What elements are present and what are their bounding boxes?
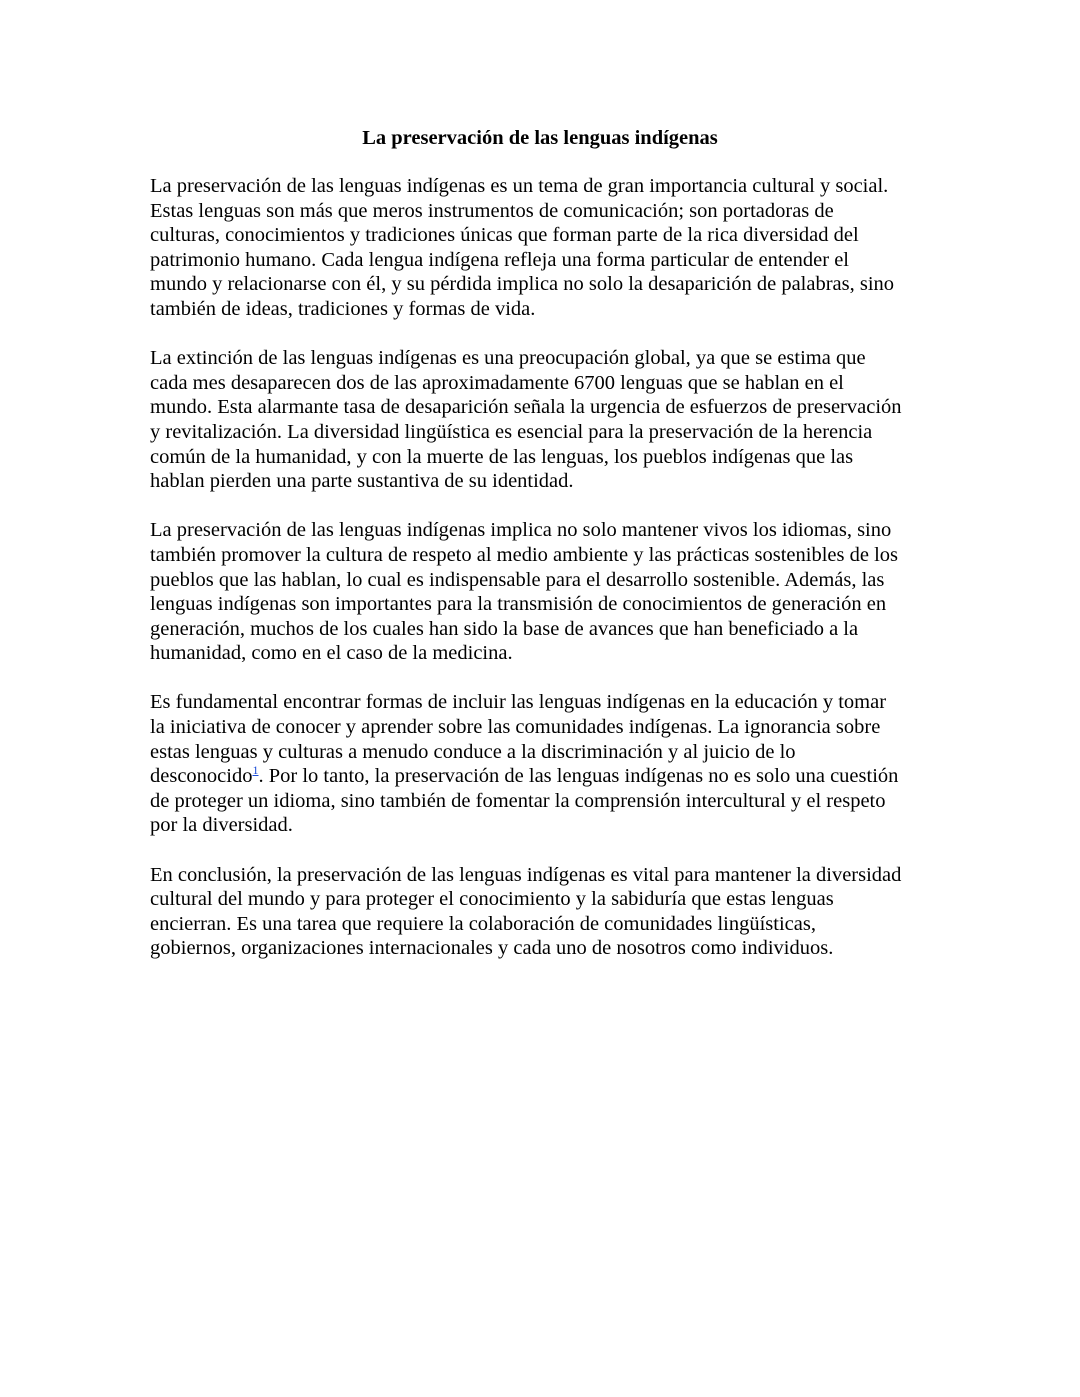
text-line: cada mes desaparecen dos de las aproximadamente 6700 lenguas que se hablan en el — [150, 371, 844, 394]
paragraph-2 — [150, 346, 950, 494]
text-line: generación, muchos de los cuales han sido la base de avances que han beneficiado a la — [150, 617, 859, 640]
text-line: y revitalización. La diversidad lingüística es esencial para la preservación de la herencia — [150, 420, 873, 443]
text-line: La preservación de las lenguas indígenas es un tema de gran importancia cultural y social. — [150, 175, 889, 197]
text-line: también de ideas, tradiciones y formas de vida. — [150, 297, 536, 320]
text-segment: desconocido — [150, 765, 253, 788]
text-line: Es fundamental encontrar formas de incluir las lenguas indígenas en la educación y tomar — [150, 691, 887, 714]
paragraph-5 — [150, 863, 950, 961]
text-line: por la diversidad. — [150, 814, 293, 837]
text-line: pueblos que las hablan, lo cual es indispensable para el desarrollo sostenible. Además, las — [150, 568, 885, 591]
footnote-link[interactable]: 1 — [252, 763, 259, 778]
paragraph-4 — [150, 690, 950, 838]
text-line: hablan pierden una parte sustantiva de su identidad. — [150, 470, 574, 493]
text-line: la iniciativa de conocer y aprender sobre las comunidades indígenas. La ignorancia sobre — [150, 716, 881, 739]
document-body — [150, 174, 950, 986]
text-line: La preservación de las lenguas indígenas implica no solo mantener vivos los idiomas, sino — [150, 519, 892, 542]
text-line: también promover la cultura de respeto al medio ambiente y las prácticas sostenibles de los — [150, 543, 899, 566]
document-title: La preservación de las lenguas indígenas — [362, 127, 718, 149]
text-line: patrimonio humano. Cada lengua indígena refleja una forma particular de entender el — [150, 248, 849, 271]
text-line: de proteger un idioma, sino también de fomentar la comprensión intercultural y el respeto — [150, 789, 886, 812]
text-line: gobiernos, organizaciones internacionales y cada uno de nosotros como individuos. — [150, 937, 834, 960]
text-line: culturas, conocimientos y tradiciones únicas que forman parte de la rica diversidad del — [150, 224, 859, 247]
text-line: lenguas indígenas son importantes para la transmisión de conocimientos de generación en — [150, 593, 887, 616]
text-line: humanidad, como en el caso de la medicina. — [150, 642, 513, 665]
text-line-with-footnote — [150, 764, 950, 789]
text-line: Estas lenguas son más que meros instrumentos de comunicación; son portadoras de — [150, 199, 834, 222]
text-line: encierran. Es una tarea que requiere la colaboración de comunidades lingüísticas, — [150, 912, 816, 935]
text-line: mundo. Esta alarmante tasa de desaparición señala la urgencia de esfuerzos de preservación — [150, 396, 902, 419]
text-line: La extinción de las lenguas indígenas es una preocupación global, ya que se estima que — [150, 347, 866, 370]
text-segment: . Por lo tanto, la preservación de las lenguas indígenas no es solo una cuestión — [258, 765, 899, 788]
paragraph-1 — [150, 174, 950, 322]
text-line: mundo y relacionarse con él, y su pérdida implica no solo la desaparición de palabras, sino — [150, 273, 895, 296]
paragraph-3 — [150, 518, 950, 666]
text-line: cultural del mundo y para proteger el conocimiento y la sabiduría que estas lenguas — [150, 888, 834, 911]
text-line: común de la humanidad, y con la muerte de las lenguas, los pueblos indígenas que las — [150, 445, 854, 468]
text-line: estas lenguas y culturas a menudo conduce a la discriminación y al juicio de lo — [150, 740, 796, 763]
text-line: En conclusión, la preservación de las lenguas indígenas es vital para mantener la diversidad — [150, 863, 902, 886]
